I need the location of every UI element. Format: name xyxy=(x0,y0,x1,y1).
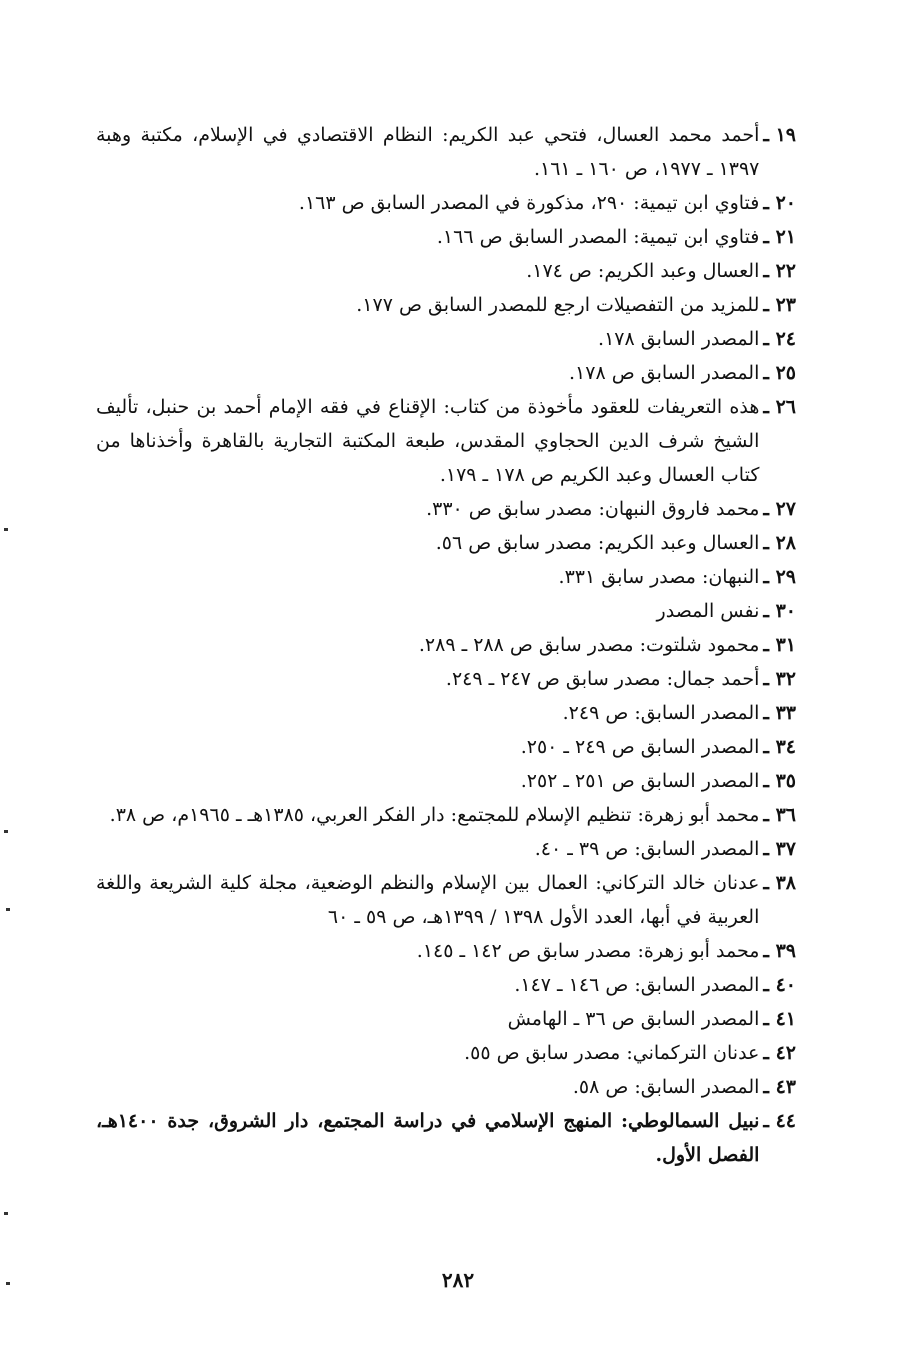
note-text: المصدر السابق: ص ٥٨. xyxy=(572,1076,760,1098)
endnote xyxy=(96,1036,796,1070)
endnote xyxy=(96,832,796,866)
endnote xyxy=(96,526,796,560)
note-number: ٣٦ ـ xyxy=(763,804,796,826)
page-number: ٢٨٢ xyxy=(441,1268,475,1292)
note-number: ٢٣ ـ xyxy=(763,294,796,316)
note-text: عدنان التركماني: مصدر سابق ص ٥٥. xyxy=(464,1042,760,1064)
note-text: المصدر السابق ص ١٧٨. xyxy=(569,362,760,384)
note-text: محمد فاروق النبهان: مصدر سابق ص ٣٣٠. xyxy=(426,498,760,520)
note-number: ٣٠ ـ xyxy=(763,600,796,622)
note-number: ١٩ ـ xyxy=(763,124,796,146)
endnote xyxy=(96,798,796,832)
endnote xyxy=(96,730,796,764)
scan-speck xyxy=(4,528,8,531)
endnote xyxy=(96,662,796,696)
note-number: ٤٢ ـ xyxy=(763,1042,796,1064)
note-text: المصدر السابق: ص ٢٤٩. xyxy=(562,702,760,724)
note-number: ٣٢ ـ xyxy=(763,668,796,690)
note-number: ٢٥ ـ xyxy=(763,362,796,384)
endnotes-list xyxy=(96,118,796,1172)
note-text: فتاوي ابن تيمية: المصدر السابق ص ١٦٦. xyxy=(436,226,760,248)
endnote xyxy=(96,322,796,356)
endnote xyxy=(96,118,796,186)
note-text: العسال وعبد الكريم: ص ١٧٤. xyxy=(526,260,760,282)
note-text: المصدر السابق ١٧٨. xyxy=(598,328,760,350)
note-number: ٣٥ ـ xyxy=(763,770,796,792)
note-number: ٢٤ ـ xyxy=(763,328,796,350)
note-number: ٢٦ ـ xyxy=(763,396,796,418)
note-number: ٢٧ ـ xyxy=(763,498,796,520)
note-number: ٣١ ـ xyxy=(763,634,796,656)
endnote xyxy=(96,560,796,594)
endnote xyxy=(96,764,796,798)
endnote xyxy=(96,594,796,628)
endnote xyxy=(96,1002,796,1036)
endnote xyxy=(96,356,796,390)
endnote xyxy=(96,220,796,254)
endnote xyxy=(96,696,796,730)
note-text: نبيل السمالوطي: المنهج الإسلامي في دراسة المجتمع، دار الشروق، جدة ١٤٠٠هـ، الفصل الأول. xyxy=(96,1110,760,1166)
scan-speck xyxy=(4,830,8,833)
note-number: ٣٨ ـ xyxy=(763,872,796,894)
endnote xyxy=(96,390,796,492)
scan-speck xyxy=(6,1282,10,1285)
note-number: ٤١ ـ xyxy=(763,1008,796,1030)
note-text: محمود شلتوت: مصدر سابق ص ٢٨٨ ـ ٢٨٩. xyxy=(418,634,760,656)
note-number: ٢٩ ـ xyxy=(763,566,796,588)
endnote xyxy=(96,1070,796,1104)
endnote xyxy=(96,968,796,1002)
note-number: ٣٧ ـ xyxy=(763,838,796,860)
note-text: المصدر السابق ص ٢٥١ ـ ٢٥٢. xyxy=(520,770,760,792)
note-text: المصدر السابق: ص ٣٩ ـ ٤٠. xyxy=(534,838,760,860)
endnote xyxy=(96,186,796,220)
note-text: المصدر السابق ص ٢٤٩ ـ ٢٥٠. xyxy=(520,736,760,758)
note-number: ٢٢ ـ xyxy=(763,260,796,282)
scan-speck xyxy=(6,908,10,911)
note-text: النبهان: مصدر سابق ٣٣١. xyxy=(558,566,760,588)
endnote xyxy=(96,1104,796,1172)
note-text: للمزيد من التفصيلات ارجع للمصدر السابق ص ١٧٧. xyxy=(356,294,760,316)
endnote xyxy=(96,492,796,526)
note-text: محمد أبو زهرة: مصدر سابق ص ١٤٢ ـ ١٤٥. xyxy=(416,940,760,962)
note-number: ٣٩ ـ xyxy=(763,940,796,962)
note-text: المصدر السابق ص ٣٦ ـ الهامش xyxy=(507,1008,760,1030)
endnote xyxy=(96,934,796,968)
note-number: ٣٤ ـ xyxy=(763,736,796,758)
note-number: ٤٣ ـ xyxy=(763,1076,796,1098)
note-number: ٢٠ ـ xyxy=(763,192,796,214)
note-text: أحمد جمال: مصدر سابق ص ٢٤٧ ـ ٢٤٩. xyxy=(445,668,760,690)
endnote xyxy=(96,628,796,662)
note-text: نفس المصدر xyxy=(656,600,760,622)
note-text: هذه التعريفات للعقود مأخوذة من كتاب: الإقناع في فقه الإمام أحمد بن حنبل، تأليف الشيخ شرف الدين الحجاوي المقدس، طبعة المكتبة التجارية بالقاهرة وأخذناها من كتاب العسال وعبد الكريم ص ١٧٨ ـ ١٧٩. xyxy=(96,396,760,486)
scan-speck xyxy=(4,1212,8,1215)
note-text: أحمد محمد العسال، فتحي عبد الكريم: النظام الاقتصادي في الإسلام، مكتبة وهبة ١٣٩٧ ـ ١٩٧٧، ص ١٦٠ ـ ١٦١. xyxy=(96,124,760,180)
note-text: محمد أبو زهرة: تنظيم الإسلام للمجتمع: دار الفكر العربي، ١٣٨٥هـ ـ ١٩٦٥م، ص ٣٨. xyxy=(109,804,760,826)
note-number: ٢٨ ـ xyxy=(763,532,796,554)
note-number: ٢١ ـ xyxy=(763,226,796,248)
note-number: ٣٣ ـ xyxy=(763,702,796,724)
note-text: المصدر السابق: ص ١٤٦ ـ ١٤٧. xyxy=(514,974,760,996)
note-number: ٤٠ ـ xyxy=(763,974,796,996)
endnote xyxy=(96,288,796,322)
note-text: العسال وعبد الكريم: مصدر سابق ص ٥٦. xyxy=(435,532,760,554)
note-number: ٤٤ ـ xyxy=(763,1110,796,1132)
note-text: عدنان خالد التركاني: العمال بين الإسلام والنظم الوضعية، مجلة كلية الشريعة واللغة العربية في أبها، العدد الأول ١٣٩٨ / ١٣٩٩هـ، ص ٥٩ ـ ٦٠ xyxy=(96,872,760,928)
endnote xyxy=(96,254,796,288)
endnote xyxy=(96,866,796,934)
note-text: فتاوي ابن تيمية: ٢٩٠، مذكورة في المصدر السابق ص ١٦٣. xyxy=(298,192,760,214)
